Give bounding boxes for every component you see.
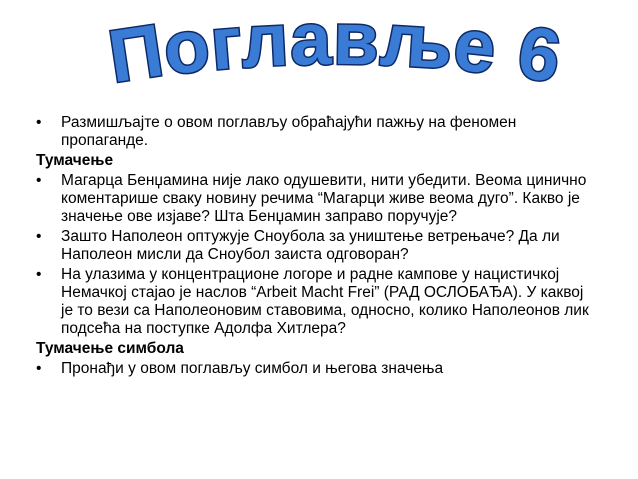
- slide-body: [36, 114, 596, 380]
- slide-title: [40, 4, 630, 114]
- bullet-dot: •: [36, 266, 42, 283]
- bullet-text: Пронађи у овом поглављу симбол и његова значења: [61, 360, 444, 377]
- section-heading: Тумачење: [36, 152, 114, 169]
- bullet-text: Зашто Наполеон оптужује Сноубола за уништење ветрењаче? Да ли Наполеон мисли да Сноубол заиста одговоран?: [61, 228, 560, 263]
- section-heading: Тумачење симбола: [36, 340, 184, 357]
- title-text-path: Поглавље 6: [103, 4, 567, 99]
- bullet-item: [36, 266, 596, 338]
- bullet-dot: •: [36, 360, 42, 377]
- bullet-dot: •: [36, 172, 42, 189]
- bullet-text: Размишљајте о овом поглављу обраћајући пажњу на феномен пропаганде.: [61, 114, 517, 149]
- bullet-text: На улазима у концентрационе логоре и радне кампове у нацистичкој Немачкој стајао је наслов “Arbeit Macht Frei” (РАД ОСЛОБАЂА). У каквој је то вези са Наполеоновим ставовима, односно, колико Наполеонов лик подсећа на поступке Адолфа Хитлера?: [61, 266, 589, 337]
- bullet-item: [36, 228, 596, 264]
- bullet-item: [36, 360, 596, 378]
- title-wordart: [40, 4, 630, 114]
- bullet-text: Магарца Бенџамина није лако одушевити, нити убедити. Веома цинично коментарише сваку новину речима “Магарци живе веома дуго”. Какво је значење ове изјаве? Шта Бенџамин заправо поручује?: [61, 172, 587, 225]
- bullet-item: [36, 172, 596, 226]
- bullet-dot: •: [36, 114, 42, 131]
- title-text: [103, 4, 566, 98]
- bullet-item: [36, 114, 596, 150]
- bullet-dot: •: [36, 228, 42, 245]
